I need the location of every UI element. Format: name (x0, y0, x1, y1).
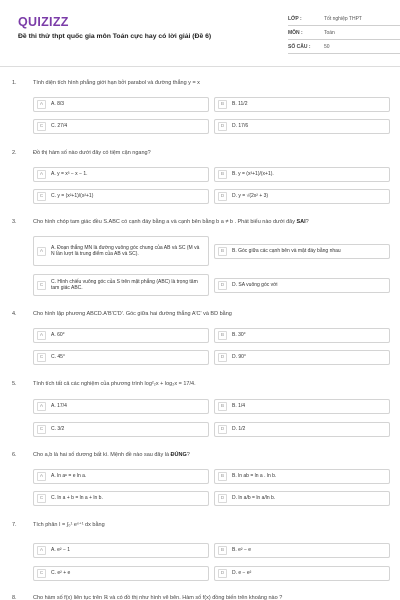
option-text: D. y = √(2x² + 3) (232, 193, 269, 200)
option-d[interactable] (214, 491, 390, 506)
option-b[interactable] (214, 469, 390, 484)
option-letter: C (37, 494, 46, 503)
option-c[interactable] (33, 274, 209, 296)
header-divider (0, 66, 400, 67)
option-text: D. SA vuông góc với (232, 282, 278, 289)
option-text: D. 90° (232, 354, 246, 361)
option-text: D. 1/2 (232, 426, 246, 433)
meta-key: SỐ CÂU : (288, 43, 311, 50)
option-letter: D (218, 281, 227, 290)
option-b[interactable] (214, 328, 390, 343)
option-letter: D (218, 494, 227, 503)
option-letter: A (37, 402, 46, 411)
quizizz-logo: QUIZIZZ (18, 15, 69, 29)
option-letter: B (218, 247, 227, 256)
question-number: 3. (12, 219, 17, 225)
option-c[interactable] (33, 566, 209, 581)
option-letter: A (37, 170, 46, 179)
option-text: C. ln a + b = ln a + ln b. (51, 495, 103, 502)
question-text: Cho hàm số f(x) liên tục trên ℝ và có đồ thị như hình vẽ bên. Hàm số f(x) đồng biến trên khoảng nào ? (33, 595, 283, 600)
option-d[interactable] (214, 278, 390, 293)
option-c[interactable] (33, 189, 209, 204)
option-text: B. y = (x³+1)/(x+1). (232, 171, 274, 178)
option-text: B. 1/4 (232, 403, 246, 410)
option-letter: B (218, 170, 227, 179)
option-text: C. e² + e (51, 570, 71, 577)
option-text: B. Góc giữa các cạnh bên và mặt đáy bằng nhau (232, 248, 341, 255)
option-letter: B (218, 331, 227, 340)
page-title: Đề thi thử thpt quốc gia môn Toán cực hay có lời giải (Đề 6) (18, 33, 212, 40)
option-a[interactable] (33, 399, 209, 414)
option-letter: C (37, 281, 46, 290)
option-letter: D (218, 425, 227, 434)
question-text (33, 219, 388, 225)
quiz-meta-table (288, 12, 400, 54)
question-text-emphasis: ĐÚNG (170, 452, 187, 458)
option-text: B. 11/2 (232, 101, 248, 108)
option-text: B. ln ab = ln a . ln b. (232, 473, 277, 480)
question-number: 2. (12, 150, 17, 156)
question-text-after: ? (305, 219, 309, 225)
question-number: 4. (12, 311, 17, 317)
question-text: Cho hình lập phương ABCD.A'B'C'D'. Góc giữa hai đường thẳng A'C' và BD bằng (33, 311, 232, 317)
option-text: C. Hình chiếu vuông góc của S trên mặt phẳng (ABC) là trọng tâm tam giác ABC. (51, 278, 198, 291)
option-letter: B (218, 546, 227, 555)
option-text: D. 17/6 (232, 123, 249, 130)
option-letter: A (37, 247, 46, 256)
option-b[interactable] (214, 244, 390, 259)
option-letter: C (37, 569, 46, 578)
option-letter: A (37, 331, 46, 340)
option-letter: B (218, 402, 227, 411)
option-text: C. y = (x²+1)/(x²+1) (51, 193, 94, 200)
option-letter: D (218, 569, 227, 578)
option-d[interactable] (214, 350, 390, 365)
option-text: A. ln aᵉ = e ln a. (51, 473, 87, 480)
question-number: 6. (12, 452, 17, 458)
option-b[interactable] (214, 97, 390, 112)
question-number: 5. (12, 381, 17, 387)
meta-value: Tốt nghiệp THPT (324, 15, 362, 22)
option-text: A. 8/3 (51, 101, 65, 108)
option-c[interactable] (33, 350, 209, 365)
option-a[interactable] (33, 236, 209, 266)
option-text: B. 30° (232, 332, 246, 339)
option-text: C. 3/2 (51, 426, 65, 433)
option-letter: C (37, 425, 46, 434)
question-text-after: ? (186, 452, 190, 458)
quiz-header (14, 12, 392, 68)
option-text: C. 45° (51, 354, 65, 361)
option-text: A. Đoạn thẳng MN là đường vuông góc chung của AB và SC (M và N lần lượt là trung điểm của AB và SC). (51, 244, 200, 257)
option-c[interactable] (33, 422, 209, 437)
question-number: 7. (12, 522, 17, 528)
option-text: A. y = x³ − x − 1. (51, 171, 88, 178)
option-text: B. e² − e (232, 547, 252, 554)
option-text: D. e − e² (232, 570, 252, 577)
meta-key: MÔN : (288, 29, 303, 36)
option-letter: A (37, 100, 46, 109)
question-text-before: Cho a,b là hai số dương bất kì. Mệnh đề nào sau đây là (33, 452, 170, 458)
option-text: A. 60° (51, 332, 65, 339)
option-letter: A (37, 472, 46, 481)
question-text (33, 452, 388, 458)
option-a[interactable] (33, 167, 209, 182)
option-a[interactable] (33, 328, 209, 343)
option-letter: D (218, 353, 227, 362)
option-letter: A (37, 546, 46, 555)
option-text: C. 27/4 (51, 123, 68, 130)
question-text-before: Cho hình chóp tam giác đều S.ABC có cạnh đáy bằng a và cạnh bên bằng b a ≠ b . Phát biểu nào dưới đây (33, 219, 295, 225)
option-letter: D (218, 192, 227, 201)
option-letter: D (218, 122, 227, 131)
option-c[interactable] (33, 119, 209, 134)
meta-row-count (288, 40, 400, 54)
option-letter: C (37, 192, 46, 201)
option-letter: C (37, 353, 46, 362)
question-text: Tính tích tất cả các nghiệm của phương trình log²₂x + log₂x = 17/4. (33, 381, 196, 387)
option-letter: B (218, 472, 227, 481)
option-b[interactable] (214, 167, 390, 182)
option-d[interactable] (214, 119, 390, 134)
option-a[interactable] (33, 469, 209, 484)
meta-value: Toán (324, 29, 335, 36)
option-c[interactable] (33, 491, 209, 506)
meta-row-class (288, 12, 400, 26)
question-text: Tích phân I = ∫₀¹ eˣ⁺¹ dx bằng (33, 522, 105, 528)
option-letter: B (218, 100, 227, 109)
meta-value: 50 (324, 43, 330, 50)
option-text: A. e² − 1 (51, 547, 71, 554)
option-d[interactable] (214, 422, 390, 437)
option-b[interactable] (214, 399, 390, 414)
option-b[interactable] (214, 543, 390, 558)
option-letter: C (37, 122, 46, 131)
option-d[interactable] (214, 189, 390, 204)
option-d[interactable] (214, 566, 390, 581)
question-number: 1. (12, 80, 17, 86)
question-text: Tính diện tích hình phẳng giới hạn bởi parabol và đường thẳng y = x (33, 80, 200, 86)
meta-key: LỚP : (288, 15, 302, 22)
option-a[interactable] (33, 97, 209, 112)
option-a[interactable] (33, 543, 209, 558)
question-text: Đồ thị hàm số nào dưới đây có tiệm cận ngang? (33, 150, 151, 156)
meta-row-subject (288, 26, 400, 40)
question-text-emphasis: SAI (296, 219, 306, 225)
option-text: D. ln a/b = ln a/ln b. (232, 495, 276, 502)
question-number: 8. (12, 595, 17, 600)
option-text: A. 17/4 (51, 403, 67, 410)
